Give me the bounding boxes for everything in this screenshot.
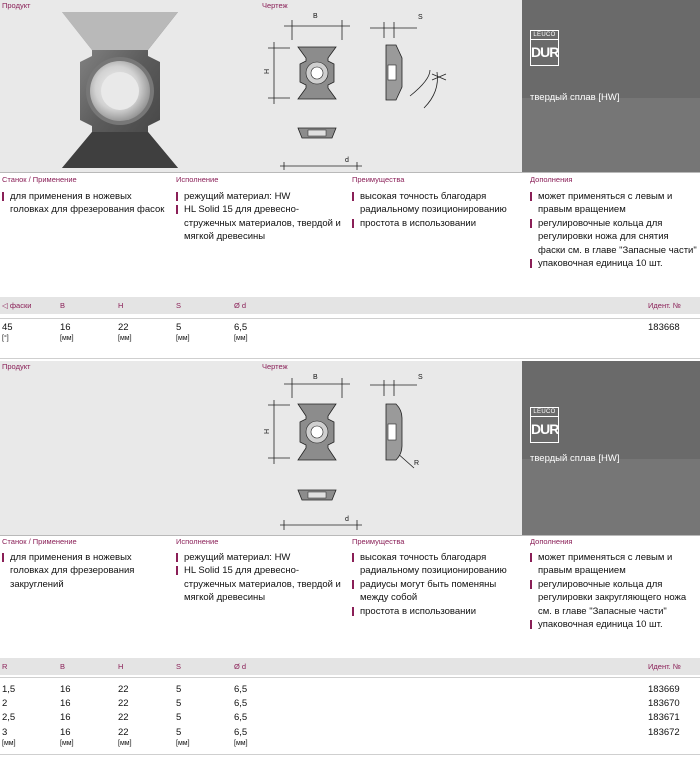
product-label-2: Продукт: [2, 362, 31, 371]
list-item: упаковочная единица 10 шт.: [530, 618, 698, 631]
col-header-additions-1: Дополнения: [530, 175, 573, 184]
table-cell: 6,5: [234, 684, 248, 695]
table-cell: 6,5: [234, 727, 248, 738]
dim-B-label-2: B: [313, 374, 318, 381]
th-d: Ø d: [234, 662, 247, 671]
table-cell: 6,5: [234, 712, 248, 723]
list-item: регулировочные кольца для регулировки ножа для снятия фаски см. в главе "Запасные части": [530, 217, 698, 257]
additions-list-1: [530, 190, 698, 270]
unit-cell: [мм]: [60, 740, 74, 747]
material-label-1: твердый сплав [HW]: [530, 92, 620, 103]
product-label-1: Продукт: [2, 1, 31, 10]
col-header-application-1: Станок / Применение: [2, 175, 77, 184]
list-item: простота в использовании: [352, 605, 512, 618]
brand-panel-2: [522, 361, 700, 535]
table-cell: 5: [176, 322, 182, 333]
table-cell: 6,5: [234, 322, 248, 333]
col-header-application-2: Станок / Применение: [2, 537, 77, 546]
table-cell: 5: [176, 727, 182, 738]
table-header-2: [0, 658, 700, 675]
th-ident: Идент. №: [648, 301, 681, 310]
drawing-label-2: Чертеж: [262, 362, 288, 371]
table-cell: 183668: [648, 322, 680, 333]
dim-d-label-2: d: [345, 516, 349, 523]
brand-panel-1: [522, 0, 700, 172]
table-cell: 3: [2, 727, 8, 738]
unit-cell: [мм]: [118, 335, 132, 342]
col-header-advantages-2: Преимущества: [352, 537, 405, 546]
list-item: может применяться с левым и правым вращением: [530, 190, 698, 217]
th-B: B: [60, 301, 66, 310]
unit-cell: [мм]: [234, 335, 248, 342]
dim-d-label-1: d: [345, 157, 349, 164]
table-cell: 16: [60, 712, 71, 723]
th-S: S: [176, 662, 182, 671]
leuco-dur-logo-1: LEUCO DUR: [530, 30, 559, 66]
technical-drawing-2: [262, 370, 457, 532]
table-cell: 22: [118, 322, 129, 333]
unit-cell: [мм]: [176, 740, 190, 747]
advantages-list-2: [352, 551, 512, 618]
list-item: радиусы могут быть поменяны между собой: [352, 578, 512, 605]
th-S: S: [176, 301, 182, 310]
unit-cell: [мм]: [176, 335, 190, 342]
col-header-execution-1: Исполнение: [176, 175, 219, 184]
table-cell: 16: [60, 698, 71, 709]
table-cell: 183669: [648, 684, 680, 695]
table-cell: 183671: [648, 712, 680, 723]
table-cell: 16: [60, 727, 71, 738]
table-cell: 16: [60, 684, 71, 695]
col-header-advantages-1: Преимущества: [352, 175, 405, 184]
th-R: R: [2, 662, 8, 671]
unit-cell: [мм]: [118, 740, 132, 747]
list-item: простота в использовании: [352, 217, 512, 230]
th-H: H: [118, 301, 124, 310]
th-angle: ◁ фаски: [2, 301, 32, 310]
table-cell: 5: [176, 698, 182, 709]
list-item: HL Solid 15 для древесно-стружечных материалов, твердой и мягкой древесины: [176, 564, 348, 604]
list-item: для применения в ножевых головках для фрезерования закруглений: [2, 551, 170, 591]
table-cell: 183672: [648, 727, 680, 738]
dim-R-label-2: R: [414, 460, 420, 467]
table-cell: 22: [118, 712, 129, 723]
table-cell: 2: [2, 698, 8, 709]
th-d: Ø d: [234, 301, 247, 310]
list-item: высокая точность благодаря радиальному позиционированию: [352, 190, 512, 217]
table-cell: 16: [60, 322, 71, 333]
list-item: регулировочные кольца для регулировки закругляющего ножа см. в главе "Запасные части": [530, 578, 698, 618]
table-header-1: [0, 297, 700, 314]
advantages-list-1: [352, 190, 512, 230]
technical-drawing-1: [262, 10, 457, 170]
unit-cell: [мм]: [234, 740, 248, 747]
table-cell: 5: [176, 712, 182, 723]
table-cell: 183670: [648, 698, 680, 709]
table-cell: 5: [176, 684, 182, 695]
col-header-additions-2: Дополнения: [530, 537, 573, 546]
th-ident: Идент. №: [648, 662, 681, 671]
dim-B-label-1: B: [313, 13, 318, 20]
unit-cell: [мм]: [2, 740, 16, 747]
table-cell: 22: [118, 698, 129, 709]
material-label-2: твердый сплав [HW]: [530, 453, 620, 464]
list-item: высокая точность благодаря радиальному позиционированию: [352, 551, 512, 578]
unit-cell: [°]: [2, 335, 9, 342]
table-cell: 6,5: [234, 698, 248, 709]
table-cell: 2,5: [2, 712, 16, 723]
list-item: может применяться с левым и правым вращением: [530, 551, 698, 578]
table-cell: 45: [2, 322, 13, 333]
leuco-dur-logo-2: LEUCO DUR: [530, 407, 559, 443]
application-list-1: [2, 190, 170, 217]
table-cell: 1,5: [2, 684, 16, 695]
list-item: HL Solid 15 для древесно-стружечных материалов, твердой и мягкой древесины: [176, 203, 348, 243]
dim-H-label-1: H: [264, 68, 272, 75]
list-item: для применения в ножевых головках для фрезерования фасок: [2, 190, 170, 217]
list-item: упаковочная единица 10 шт.: [530, 257, 698, 270]
list-item: режущий материал: HW: [176, 551, 348, 564]
list-item: режущий материал: HW: [176, 190, 348, 203]
application-list-2: [2, 551, 170, 591]
product-image-1: [40, 10, 200, 170]
execution-list-2: [176, 551, 348, 605]
dim-H-label-2: H: [264, 428, 272, 435]
th-H: H: [118, 662, 124, 671]
execution-list-1: [176, 190, 348, 244]
table-cell: 22: [118, 684, 129, 695]
table-cell: 22: [118, 727, 129, 738]
dim-S-label-2: S: [418, 374, 423, 381]
additions-list-2: [530, 551, 698, 631]
drawing-label-1: Чертеж: [262, 1, 288, 10]
th-B: B: [60, 662, 66, 671]
dim-S-label-1: S: [418, 14, 423, 21]
col-header-execution-2: Исполнение: [176, 537, 219, 546]
unit-cell: [мм]: [60, 335, 74, 342]
